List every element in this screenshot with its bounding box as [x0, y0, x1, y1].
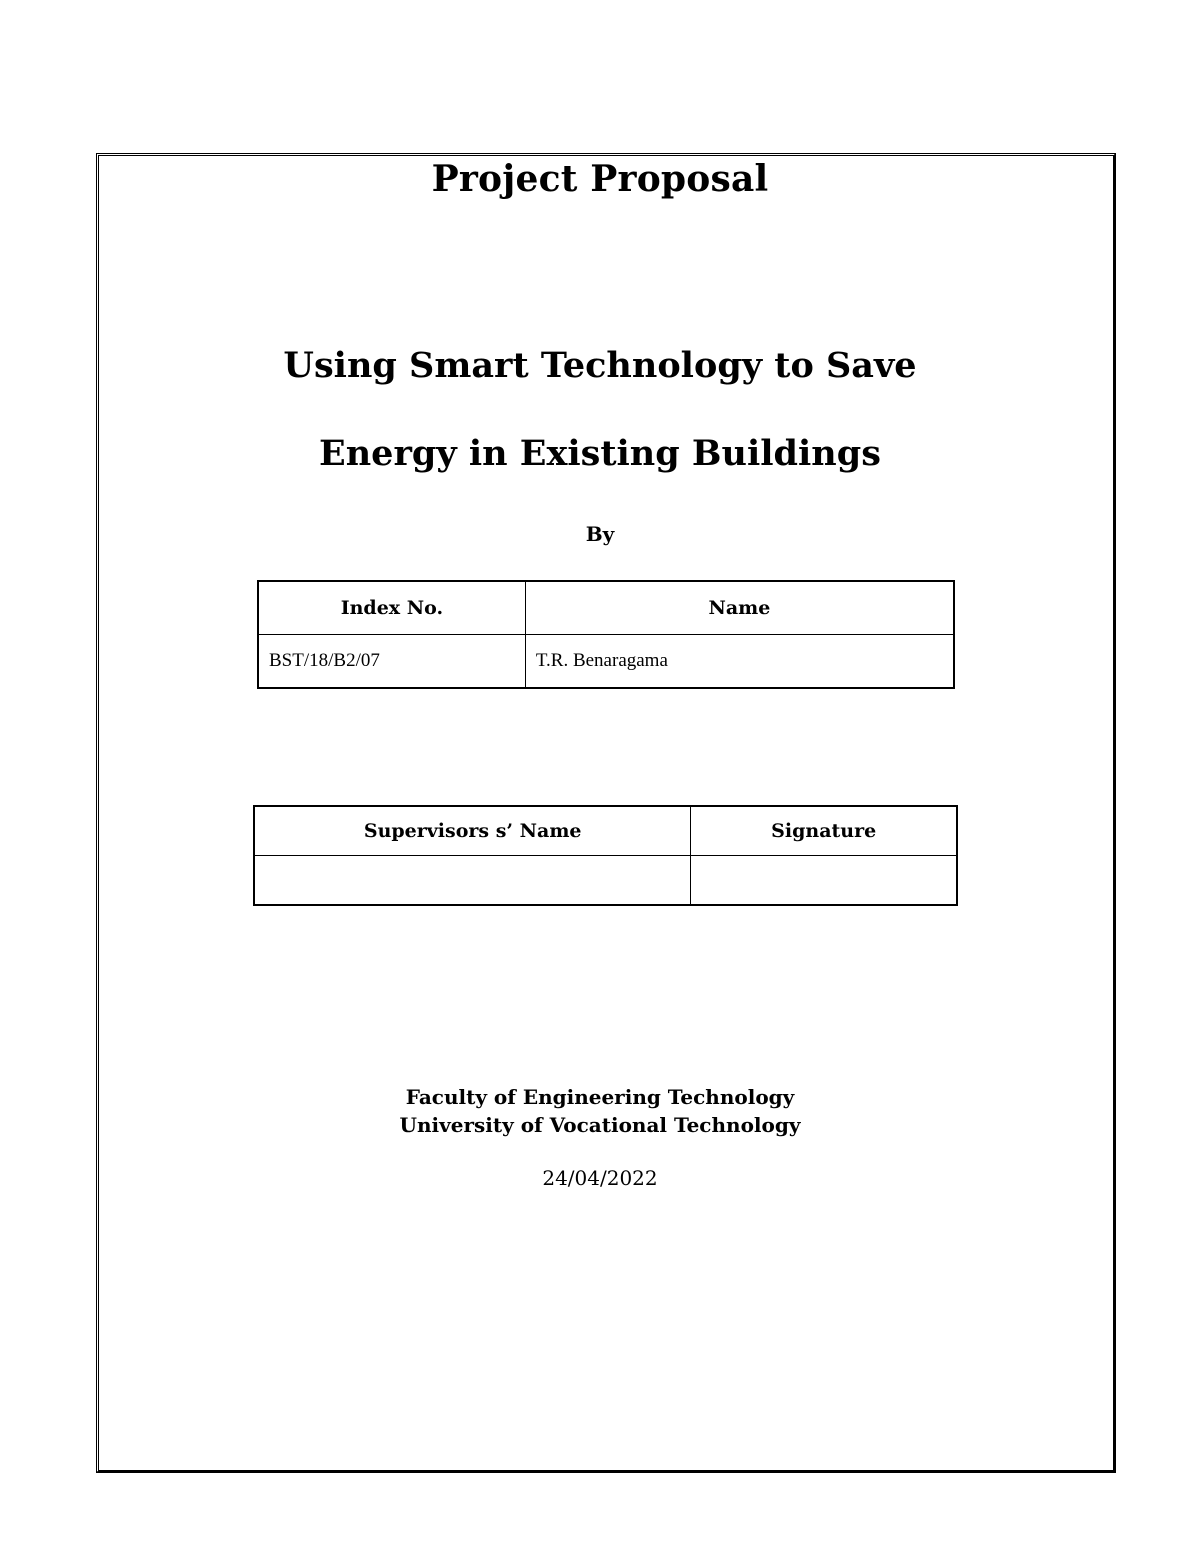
- table-row: [258, 635, 954, 689]
- name-header: Name: [525, 581, 954, 635]
- university-name: University of Vocational Technology: [399, 1113, 801, 1137]
- signature-header: Signature: [691, 806, 957, 856]
- document-title: Project Proposal: [431, 158, 769, 200]
- student-index-cell: BST/18/B2/07: [258, 635, 525, 689]
- supervisor-name-cell: [254, 856, 691, 906]
- student-table: [257, 580, 955, 689]
- table-row: [254, 856, 957, 906]
- project-topic-line-2: Energy in Existing Buildings: [319, 433, 881, 474]
- submission-date: 24/04/2022: [542, 1166, 658, 1190]
- faculty-name: Faculty of Engineering Technology: [405, 1085, 795, 1109]
- supervisor-table: [253, 805, 958, 906]
- index-no-header: Index No.: [258, 581, 525, 635]
- supervisor-name-header: Supervisors s’ Name: [254, 806, 691, 856]
- by-label: By: [585, 522, 615, 546]
- project-topic-line-1: Using Smart Technology to Save: [283, 345, 917, 386]
- student-table-header-row: [258, 581, 954, 635]
- supervisor-table-header-row: [254, 806, 957, 856]
- signature-cell: [691, 856, 957, 906]
- student-name-cell: T.R. Benaragama: [525, 635, 954, 689]
